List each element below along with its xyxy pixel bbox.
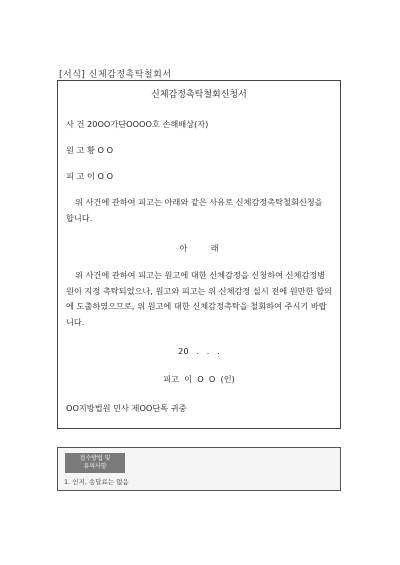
document-title: 신체감정촉탁철회신청서 [151, 90, 247, 100]
notice-badge-line1: 접수방법 및 [79, 455, 111, 462]
body-text: 위 사건에 관하여 피고는 원고에 대한 신체감정을 신청하여 신체감정병원이 지정 촉탁되었으나, 원고와 피고는 위 신체감정 실시 전에 원만한 합의에 도출하였으므로, 위 원고에 대한 신체감정촉탁을 철회하여 주시기 바랍니다. [66, 270, 332, 327]
notice-box [57, 447, 341, 491]
date-line: 20 . . . [178, 346, 220, 356]
intro-paragraph [66, 195, 332, 226]
body-paragraph [66, 268, 332, 330]
notice-badge [65, 453, 125, 473]
form-label: [서식] 신체감정촉탁철회서 [59, 70, 172, 80]
notice-item: 1. 인지, 송달료는 없음 [64, 478, 129, 486]
signature-line: 피고 이 O O (인) [163, 374, 235, 384]
intro-text: 위 사건에 관하여 피고는 아래와 같은 사유로 신체감정촉탁철회신청을 합니다. [66, 197, 323, 223]
below-heading: 아 래 [179, 243, 219, 253]
case-line: 사 건 20OO가단OOOO호 손해배상(자) [66, 119, 209, 129]
court-line: OO지방법원 민사 제OO단독 귀중 [66, 403, 187, 413]
plaintiff-line: 원 고 황 O O [66, 145, 114, 155]
notice-badge-line2: 유의사항 [83, 463, 107, 470]
defendant-line: 피 고 이 O O [66, 171, 114, 181]
document-box [57, 80, 341, 429]
